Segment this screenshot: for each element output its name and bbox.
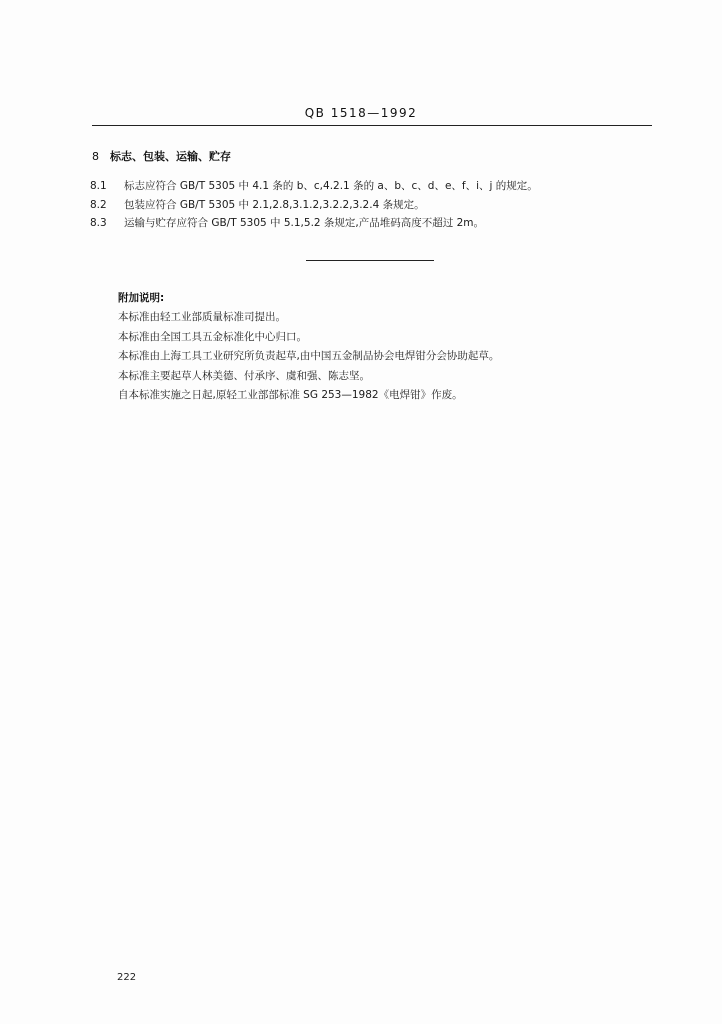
clause-text: 运输与贮存应符合 GB/T 5305 中 5.1,5.2 条规定,产品堆码高度不超过 2m。 xyxy=(124,217,485,229)
note-line: 自本标准实施之日起,原轻工业部部标准 SG 253—1982《电焊钳》作废。 xyxy=(118,389,463,401)
section-title-text: 标志、包装、运输、贮存 xyxy=(110,150,231,163)
clause-number: 8.3 xyxy=(90,217,107,229)
note-line: 本标准主要起草人林美德、付承序、虞和强、陈志坚。 xyxy=(118,370,370,382)
standard-number-header: QB 1518—1992 xyxy=(304,106,418,120)
note-line: 本标准由轻工业部质量标准司提出。 xyxy=(118,311,286,323)
clause-8-2 xyxy=(90,197,425,212)
clause-number: 8.1 xyxy=(90,180,107,192)
note-line: 本标准由全国工具五金标准化中心归口。 xyxy=(118,331,307,343)
section-end-rule xyxy=(306,260,434,261)
header-rule xyxy=(92,125,652,126)
clause-8-1 xyxy=(90,178,538,193)
section-heading xyxy=(92,148,231,164)
clause-text: 包装应符合 GB/T 5305 中 2.1,2.8,3.1.2,3.2.2,3.2.4 条规定。 xyxy=(124,199,425,211)
page-number: 222 xyxy=(117,972,137,983)
clause-number: 8.2 xyxy=(90,199,107,211)
clause-text: 标志应符合 GB/T 5305 中 4.1 条的 b、c,4.2.1 条的 a、b、c、d、e、f、i、j 的规定。 xyxy=(124,180,538,192)
clause-8-3 xyxy=(90,215,484,230)
note-line: 本标准由上海工具工业研究所负责起草,由中国五金制品协会电焊钳分会协助起草。 xyxy=(118,350,500,362)
section-number: 8 xyxy=(92,150,99,163)
additional-notes-title: 附加说明: xyxy=(118,292,165,304)
